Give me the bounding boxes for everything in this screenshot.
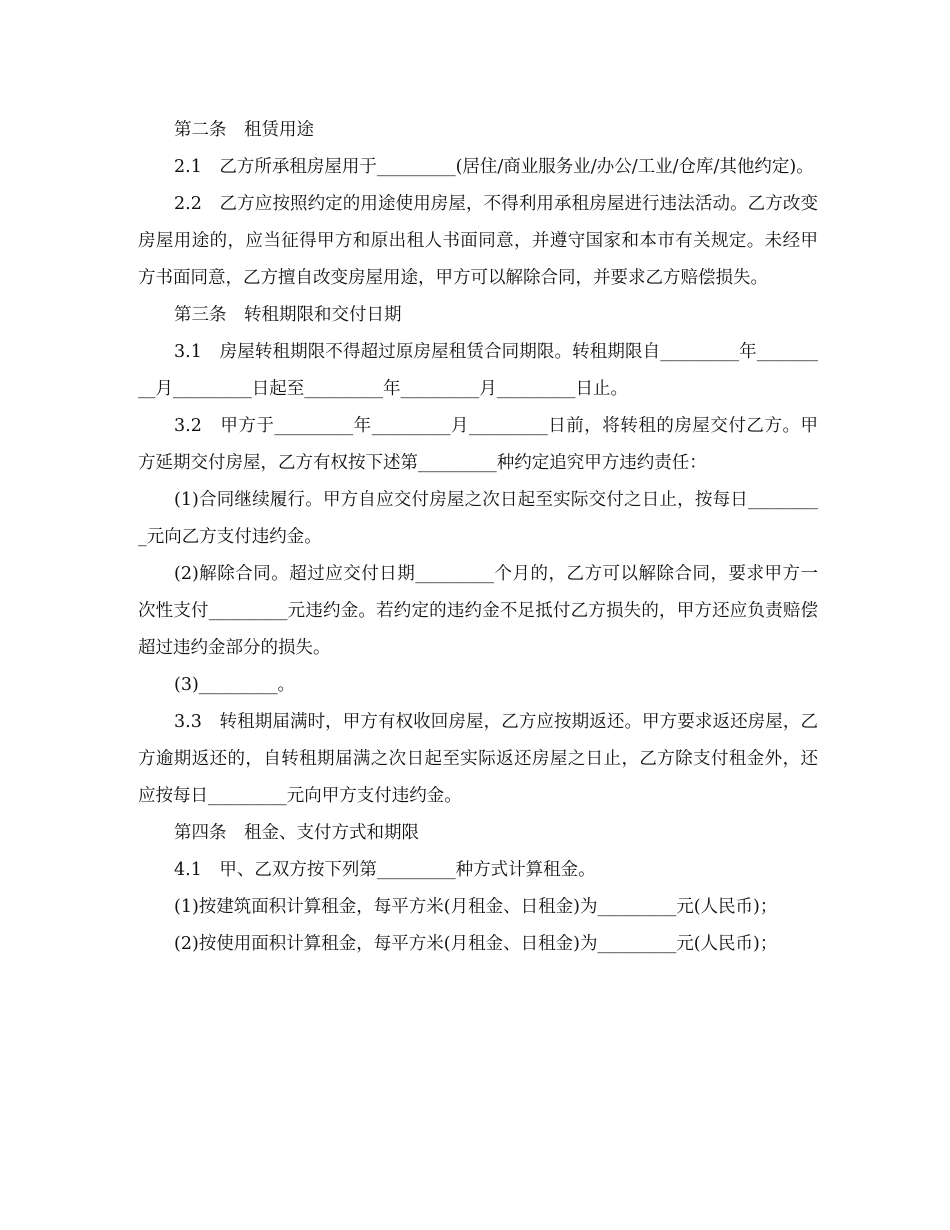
clause-3-3: 3.3 转租期届满时，甲方有权收回房屋，乙方应按期返还。甲方要求返还房屋，乙方逾期返还的，自转租期届满之次日起至实际返还房屋之日止，乙方除支付租金外，还应按每日_________元向甲方支付违约金。 — [138, 712, 818, 806]
clause-3-1: 3.1 房屋转租期限不得超过原房屋租赁合同期限。转租期限自_________年_________月_________日起至_________年_________月_________日止。 — [138, 342, 818, 399]
clause-2-1: 2.1 乙方所承租房屋用于_________(居住/商业服务业/办公/工业/仓库/其他约定)。 — [174, 157, 814, 177]
clause-4-1-option-2: (2)按使用面积计算租金，每平方米(月租金、日租金)为_________元(人民币)； — [174, 934, 778, 954]
document-page — [138, 112, 818, 963]
clause-2-2: 2.2 乙方应按照约定的用途使用房屋，不得利用承租房屋进行违法活动。乙方改变房屋用途的，应当征得甲方和原出租人书面同意，并遵守国家和本市有关规定。未经甲方书面同意，乙方擅自改变房屋用途，甲方可以解除合同，并要求乙方赔偿损失。 — [138, 194, 818, 288]
article-4-heading: 第四条 租金、支付方式和期限 — [174, 823, 419, 843]
article-3-heading: 第三条 转租期限和交付日期 — [174, 305, 402, 325]
clause-3-2-option-3: (3)_________。 — [174, 675, 296, 695]
article-2-heading: 第二条 租赁用途 — [174, 120, 314, 140]
clause-4-1-option-1: (1)按建筑面积计算租金，每平方米(月租金、日租金)为_________元(人民币)； — [174, 897, 778, 917]
clause-3-2-option-1: (1)合同继续履行。甲方自应交付房屋之次日起至实际交付之日止，按每日_________元向乙方支付违约金。 — [138, 490, 818, 547]
clause-3-2: 3.2 甲方于_________年_________月_________日前，将转租的房屋交付乙方。甲方延期交付房屋，乙方有权按下述第_________种约定追究甲方违约责任： — [138, 416, 818, 473]
clause-4-1: 4.1 甲、乙双方按下列第_________种方式计算租金。 — [174, 860, 596, 880]
clause-3-2-option-2: (2)解除合同。超过应交付日期_________个月的，乙方可以解除合同，要求甲方一次性支付_________元违约金。若约定的违约金不足抵付乙方损失的，甲方还应负责赔偿超过违约金部分的损失。 — [138, 564, 818, 658]
